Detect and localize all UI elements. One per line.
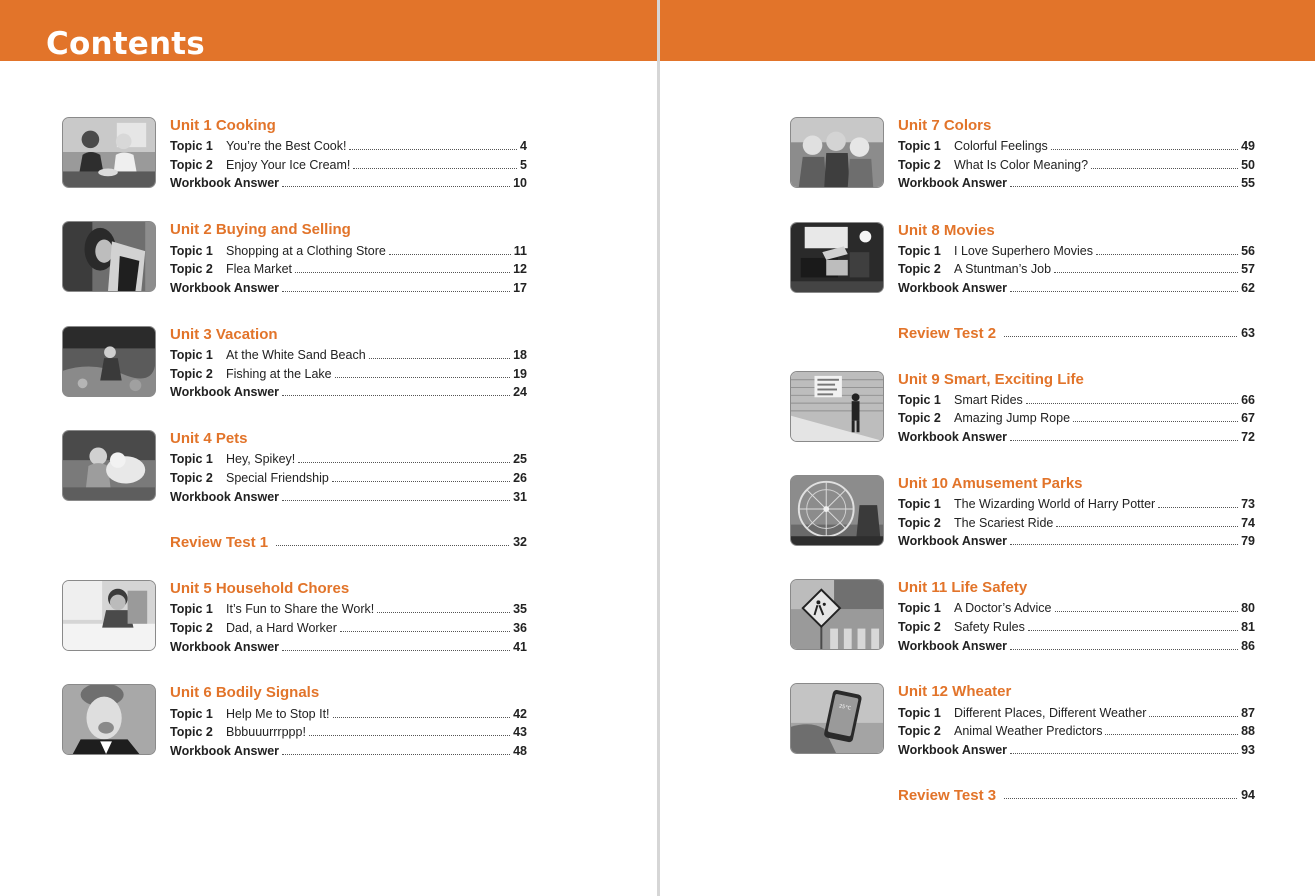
page-number: 31 [513, 490, 527, 504]
topic-title: What Is Color Meaning? [954, 158, 1089, 172]
unit-title[interactable]: Unit 9 Smart, Exciting Life [898, 371, 1084, 388]
dot-leader [282, 291, 510, 292]
topic-label: Topic 2 [170, 158, 213, 172]
workbook-label: Workbook Answer [898, 430, 1008, 444]
film-set-photo [790, 222, 884, 293]
page-number: 62 [1241, 281, 1255, 295]
workbook-label: Workbook Answer [898, 743, 1008, 757]
dot-leader [377, 612, 510, 613]
workbook-label: Workbook Answer [898, 534, 1008, 548]
topic-title: Animal Weather Predictors [954, 724, 1103, 738]
page-number: 88 [1241, 724, 1255, 738]
topic-row[interactable] [170, 242, 527, 260]
dot-leader [1004, 798, 1237, 799]
page-number: 12 [513, 262, 527, 276]
unit-title[interactable]: Unit 10 Amusement Parks [898, 475, 1083, 492]
page-number: 87 [1241, 706, 1255, 720]
unit-title[interactable]: Unit 12 Wheater [898, 683, 1012, 700]
topic-title: The Wizarding World of Harry Potter [954, 497, 1156, 511]
topic-title: Help Me to Stop It! [226, 707, 330, 721]
page-number: 49 [1241, 139, 1255, 153]
topic-row[interactable] [898, 242, 1255, 260]
dot-leader [1010, 186, 1238, 187]
dot-leader [282, 186, 510, 187]
page-number: 32 [513, 535, 527, 549]
page-number: 57 [1241, 262, 1255, 276]
phone-temperature: 25°C [838, 703, 852, 712]
review-test-label: Review Test 1 [170, 533, 269, 551]
dot-leader [1105, 734, 1238, 735]
unit-title[interactable]: Unit 1 Cooking [170, 117, 276, 134]
unit-title[interactable]: Unit 11 Life Safety [898, 579, 1028, 596]
topic-title: Enjoy Your Ice Cream! [226, 158, 351, 172]
dot-leader [1149, 716, 1238, 717]
topic-label: Topic 2 [170, 262, 213, 276]
workbook-label: Workbook Answer [898, 176, 1008, 190]
unit-title[interactable]: Unit 7 Colors [898, 117, 992, 134]
dot-leader [1096, 254, 1238, 255]
topic-label: Topic 1 [898, 139, 941, 153]
dot-leader [340, 631, 510, 632]
topic-row[interactable] [170, 346, 527, 364]
dot-leader [282, 500, 510, 501]
review-test-label: Review Test 2 [898, 324, 997, 342]
page-number: 19 [513, 367, 527, 381]
dot-leader [309, 735, 510, 736]
page-number: 80 [1241, 601, 1255, 615]
topic-title: Dad, a Hard Worker [226, 621, 337, 635]
workbook-label: Workbook Answer [170, 640, 280, 654]
topic-row[interactable] [170, 450, 527, 468]
workbook-label: Workbook Answer [898, 281, 1008, 295]
topic-title: At the White Sand Beach [226, 348, 366, 362]
unit-title[interactable]: Unit 8 Movies [898, 222, 995, 239]
topic-row[interactable] [170, 156, 527, 174]
topic-title: Shopping at a Clothing Store [226, 244, 386, 258]
topic-row[interactable] [898, 599, 1255, 617]
page-number: 35 [513, 602, 527, 616]
topic-label: Topic 1 [898, 601, 941, 615]
dot-leader [1010, 544, 1238, 545]
dot-leader [349, 149, 517, 150]
review-test-2[interactable] [898, 324, 1255, 342]
page-number: 36 [513, 621, 527, 635]
unit-title[interactable]: Unit 3 Vacation [170, 326, 278, 343]
topic-title: Safety Rules [954, 620, 1025, 634]
topic-row[interactable] [898, 495, 1255, 513]
ferris-wheel-photo [790, 475, 884, 546]
page-number: 55 [1241, 176, 1255, 190]
topic-title: I Love Superhero Movies [954, 244, 1093, 258]
boy-cleaning-photo [62, 580, 156, 651]
girls-smiling-photo [790, 117, 884, 188]
girls-cooking-photo [62, 117, 156, 188]
review-test-1[interactable] [170, 533, 527, 551]
topic-title: It’s Fun to Share the Work! [226, 602, 375, 616]
crossing-sign-photo [790, 579, 884, 650]
page-number: 11 [513, 244, 527, 258]
page-title: Contents [46, 26, 205, 62]
topic-row[interactable] [898, 156, 1255, 174]
dot-leader [1056, 526, 1238, 527]
page-number: 56 [1241, 244, 1255, 258]
topic-label: Topic 1 [898, 244, 941, 258]
dot-leader [389, 254, 511, 255]
dot-leader [1026, 403, 1238, 404]
page-number: 67 [1241, 411, 1255, 425]
topic-label: Topic 2 [898, 262, 941, 276]
page-spine [657, 0, 660, 896]
dot-leader [353, 168, 517, 169]
dot-leader [1010, 440, 1238, 441]
dot-leader [369, 358, 510, 359]
workbook-row[interactable] [170, 279, 527, 297]
page-number: 42 [513, 707, 527, 721]
workbook-row[interactable] [170, 488, 527, 506]
topic-row[interactable] [898, 618, 1255, 636]
topic-title: The Scariest Ride [954, 516, 1054, 530]
dot-leader [1004, 336, 1237, 337]
dot-leader [1091, 168, 1238, 169]
page-number: 79 [1241, 534, 1255, 548]
review-test-label: Review Test 3 [898, 786, 997, 804]
dot-leader [282, 395, 510, 396]
page-number: 86 [1241, 639, 1255, 653]
dot-leader [335, 377, 510, 378]
topic-row[interactable] [898, 514, 1255, 532]
workbook-row[interactable] [170, 383, 527, 401]
page-number: 74 [1241, 516, 1255, 530]
topic-title: A Doctor’s Advice [954, 601, 1052, 615]
dot-leader [1055, 611, 1239, 612]
unit-title[interactable]: Unit 4 Pets [170, 430, 248, 447]
page-number: 48 [513, 744, 527, 758]
dot-leader [298, 462, 510, 463]
topic-row[interactable] [170, 260, 527, 278]
review-test-3[interactable] [898, 786, 1255, 804]
dot-leader [276, 545, 509, 546]
workbook-label: Workbook Answer [170, 385, 280, 399]
header-band-right [660, 0, 1315, 61]
dot-leader [1028, 630, 1238, 631]
boy-yawning-photo [62, 684, 156, 755]
topic-label: Topic 1 [170, 139, 213, 153]
weather-phone-photo [790, 683, 884, 754]
topic-label: Topic 1 [898, 497, 941, 511]
dot-leader [332, 481, 510, 482]
workbook-label: Workbook Answer [898, 639, 1008, 653]
dot-leader [1073, 421, 1238, 422]
topic-label: Topic 2 [170, 621, 213, 635]
page-number: 5 [520, 158, 527, 172]
topic-label: Topic 2 [170, 725, 213, 739]
topic-label: Topic 2 [898, 158, 941, 172]
topic-row[interactable] [170, 705, 527, 723]
topic-label: Topic 1 [170, 348, 213, 362]
dot-leader [1051, 149, 1238, 150]
header-band-left [0, 0, 657, 61]
page-number: 81 [1241, 620, 1255, 634]
topic-label: Topic 2 [170, 471, 213, 485]
topic-label: Topic 1 [898, 706, 941, 720]
topic-title: Smart Rides [954, 393, 1023, 407]
page-number: 4 [520, 139, 527, 153]
page-number: 17 [513, 281, 527, 295]
dot-leader [1010, 291, 1238, 292]
topic-row[interactable] [898, 704, 1255, 722]
topic-label: Topic 1 [170, 602, 213, 616]
workbook-row[interactable] [170, 638, 527, 656]
topic-title: Fishing at the Lake [226, 367, 332, 381]
dot-leader [1158, 507, 1238, 508]
topic-title: Amazing Jump Rope [954, 411, 1071, 425]
dot-leader [1010, 753, 1238, 754]
dot-leader [1054, 272, 1238, 273]
topic-label: Topic 1 [170, 452, 213, 466]
workbook-row[interactable] [170, 742, 527, 760]
topic-row[interactable] [170, 469, 527, 487]
topic-label: Topic 2 [898, 620, 941, 634]
topic-title: A Stuntman’s Job [954, 262, 1052, 276]
workbook-row[interactable] [898, 637, 1255, 655]
workbook-row[interactable] [898, 174, 1255, 192]
dot-leader [282, 754, 510, 755]
topic-label: Topic 2 [898, 516, 941, 530]
page-number: 10 [513, 176, 527, 190]
page-number: 66 [1241, 393, 1255, 407]
topic-label: Topic 2 [898, 411, 941, 425]
topic-label: Topic 2 [898, 724, 941, 738]
topic-row[interactable] [898, 137, 1255, 155]
workbook-row[interactable] [898, 279, 1255, 297]
topic-title: Colorful Feelings [954, 139, 1048, 153]
dot-leader [1010, 649, 1238, 650]
topic-label: Topic 1 [170, 707, 213, 721]
topic-row[interactable] [170, 619, 527, 637]
topic-label: Topic 1 [170, 244, 213, 258]
topic-row[interactable] [898, 722, 1255, 740]
topic-row[interactable] [170, 723, 527, 741]
dot-leader [333, 717, 511, 718]
topic-row[interactable] [898, 409, 1255, 427]
page-number: 73 [1241, 497, 1255, 511]
page-number: 50 [1241, 158, 1255, 172]
page-number: 72 [1241, 430, 1255, 444]
topic-title: Bbbuuurrrppp! [226, 725, 306, 739]
workbook-label: Workbook Answer [170, 176, 280, 190]
workbook-row[interactable] [898, 532, 1255, 550]
topic-title: Flea Market [226, 262, 292, 276]
topic-row[interactable] [898, 260, 1255, 278]
unit-title[interactable]: Unit 5 Household Chores [170, 580, 350, 597]
page-number: 63 [1241, 326, 1255, 340]
page-number: 94 [1241, 788, 1255, 802]
topic-title: Hey, Spikey! [226, 452, 296, 466]
workbook-row[interactable] [170, 174, 527, 192]
page-number: 43 [513, 725, 527, 739]
page-number: 25 [513, 452, 527, 466]
topic-row[interactable] [170, 365, 527, 383]
topic-title: Special Friendship [226, 471, 329, 485]
topic-title: You’re the Best Cook! [226, 139, 347, 153]
girl-with-dog-photo [62, 430, 156, 501]
topic-title: Different Places, Different Weather [954, 706, 1147, 720]
page-number: 93 [1241, 743, 1255, 757]
topic-row[interactable] [170, 137, 527, 155]
dot-leader [295, 272, 510, 273]
page-number: 24 [513, 385, 527, 399]
workbook-row[interactable] [898, 428, 1255, 446]
page-number: 41 [513, 640, 527, 654]
unit-title[interactable]: Unit 2 Buying and Selling [170, 221, 351, 238]
topic-label: Topic 1 [898, 393, 941, 407]
page-number: 26 [513, 471, 527, 485]
topic-row[interactable] [170, 600, 527, 618]
dot-leader [282, 650, 510, 651]
smart-wall-photo [790, 371, 884, 442]
unit-title[interactable]: Unit 6 Bodily Signals [170, 684, 320, 701]
workbook-label: Workbook Answer [170, 744, 280, 758]
workbook-label: Workbook Answer [170, 281, 280, 295]
workbook-label: Workbook Answer [170, 490, 280, 504]
child-at-lake-photo [62, 326, 156, 397]
topic-label: Topic 2 [170, 367, 213, 381]
workbook-row[interactable] [898, 741, 1255, 759]
topic-row[interactable] [898, 391, 1255, 409]
girl-shopping-photo [62, 221, 156, 292]
page-number: 18 [513, 348, 527, 362]
